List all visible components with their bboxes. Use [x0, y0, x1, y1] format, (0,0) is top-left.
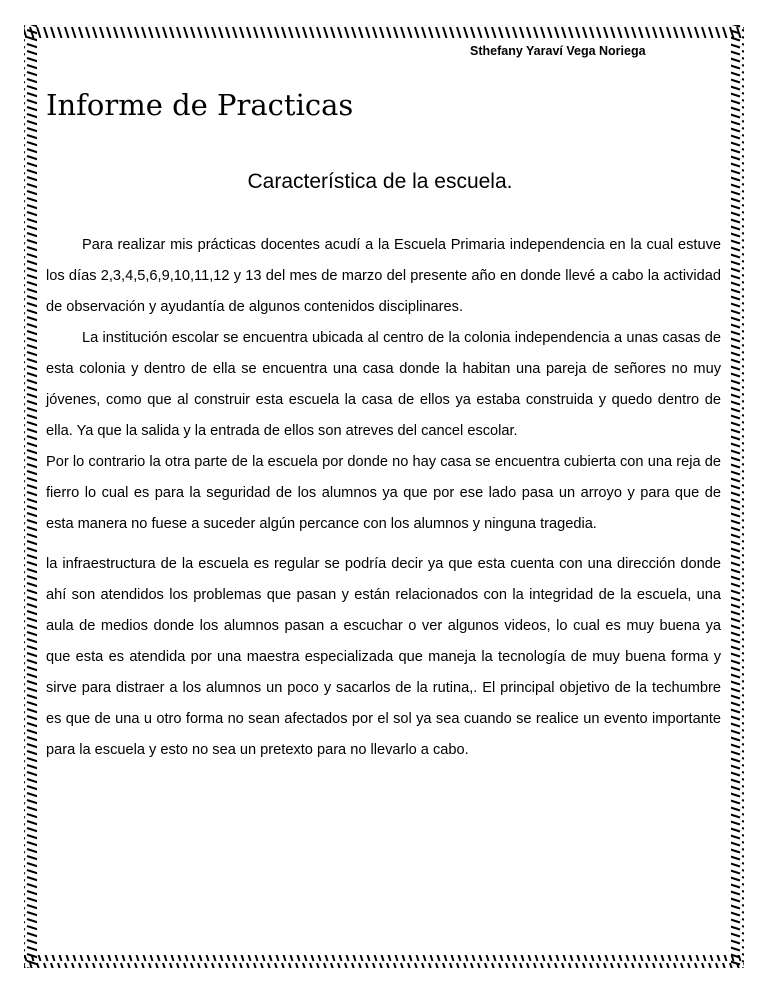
document-body: [46, 230, 721, 766]
paragraph-3: Por lo contrario la otra parte de la escuela por donde no hay casa se encuentra cubierta con una reja de fierro lo cual es para la seguridad de los alumnos ya que por ese lado pasa un arroyo y para que de esta manera no fuese a suceder algún percance con los alumnos y ninguna tragedia.: [46, 454, 721, 532]
paragraph-1: Para realizar mis prácticas docentes acudí a la Escuela Primaria independencia en la cual estuve los días 2,3,4,5,6,9,10,11,12 y 13 del mes de marzo del presente año en donde llevé a cabo la actividad de observación y ayudantía de algunos contenidos disciplinares.: [46, 237, 721, 315]
document-title: Informe de Practicas: [46, 88, 354, 122]
author-name: Sthefany Yaraví Vega Noriega: [470, 44, 646, 58]
section-heading: Característica de la escuela.: [247, 170, 513, 193]
paragraph-2: La institución escolar se encuentra ubicada al centro de la colonia independencia a unas casas de esta colonia y dentro de ella se encuentra una casa donde la habitan una pareja de señores no muy jóvenes, como que al construir esta escuela la casa de ellos ya estaba construida y quedo dentro de ella. Ya que la salida y la entrada de ellos son atreves del cancel escolar.: [46, 330, 721, 439]
paragraph-4: la infraestructura de la escuela es regular se podría decir ya que esta cuenta con una dirección donde ahí son atendidos los problemas que pasan y están relacionados con la integridad de la escuela, una aula de medios donde los alumnos pasan a escuchar o ver algunos videos, lo cual es muy buena ya que esta es atendida por una maestra especializada que maneja la tecnología de muy buena forma y sirve para distraer a los alumnos un poco y sacarlos de la rutina,. El principal objetivo de la techumbre es que de una u otro forma no sean afectados por el sol ya sea cuando se realice un evento importante para la escuela y esto no sea un pretexto para no llevarlo a cabo.: [46, 556, 721, 758]
